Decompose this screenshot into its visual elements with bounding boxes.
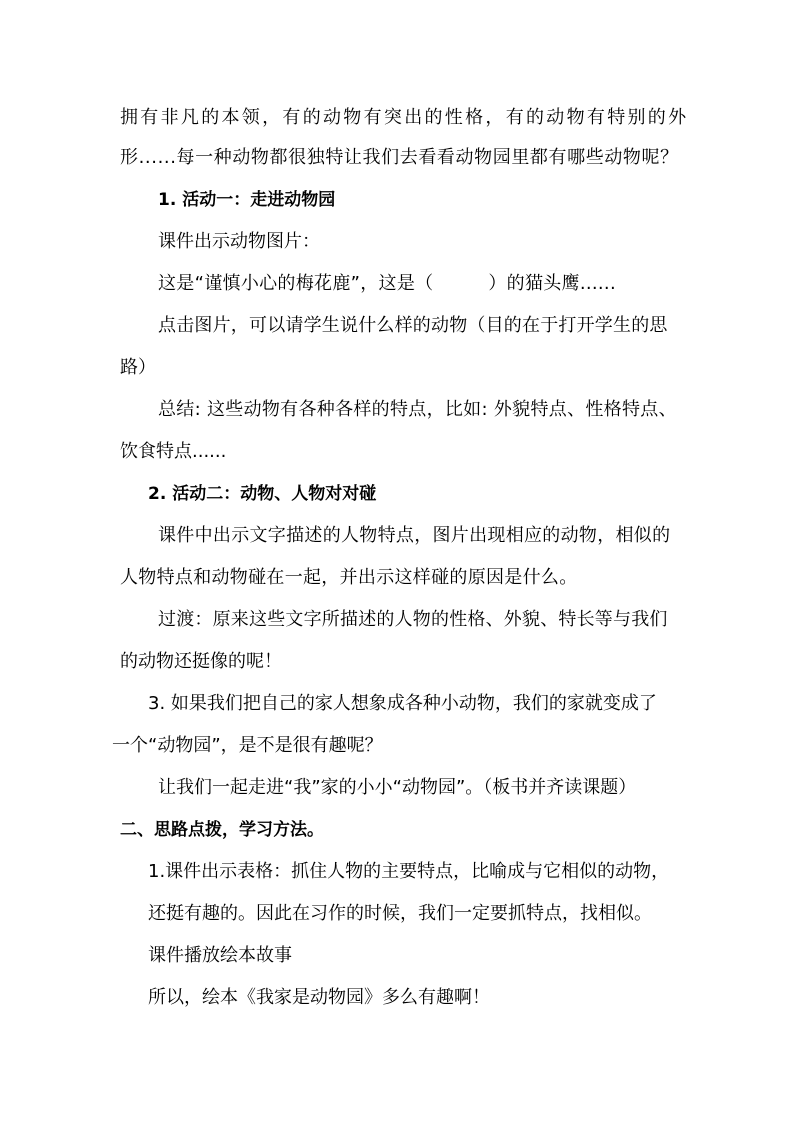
section-heading-activity-2: 2. 活动二：动物、人物对对碰 — [148, 484, 377, 504]
paragraph-line: 课件出示动物图片： — [158, 231, 320, 252]
paragraph-line: 总结: 这些动物有各种各样的特点，比如: 外貌特点、性格特点、 — [158, 399, 677, 420]
paragraph-line: 这是“谨慎小心的梅花鹿”，这是（ ）的猫头鹰...... — [158, 273, 616, 294]
paragraph-line: 形......每一种动物都很独特让我们去看看动物园里都有哪些动物呢？ — [120, 147, 679, 168]
paragraph-line: 路） — [120, 357, 156, 378]
paragraph-line: 饮食特点...... — [120, 441, 227, 462]
paragraph-line: 拥有非凡的本领，有的动物有突出的性格，有的动物有特别的外 — [120, 107, 689, 128]
paragraph-line: 1.课件出示表格：抓住人物的主要特点，比喻成与它相似的动物， — [148, 861, 670, 882]
paragraph-line: 3. 如果我们把自己的家人想象成各种小动物，我们的家就变成了 — [148, 693, 657, 714]
paragraph-line: 人物特点和动物碰在一起，并出示这样碰的原因是什么。 — [120, 567, 578, 588]
paragraph-line: 课件播放绘本故事 — [148, 945, 292, 966]
paragraph-line: 让我们一起走进“我”家的小小“动物园”。（板书并齐读课题） — [158, 777, 637, 798]
paragraph-line: 过渡：原来这些文字所描述的人物的性格、外貌、特长等与我们 — [158, 609, 668, 630]
section-heading-activity-1: 1. 活动一：走进动物园 — [158, 190, 336, 210]
paragraph-line: 点击图片，可以请学生说什么样的动物（目的在于打开学生的思 — [158, 315, 668, 336]
paragraph-line: 所以，绘本《我家是动物园》多么有趣啊！ — [148, 987, 490, 1008]
paragraph-line: 的动物还挺像的呢！ — [120, 651, 282, 672]
section-heading-two: 二、思路点拨，学习方法。 — [120, 820, 324, 840]
paragraph-line: 课件中出示文字描述的人物特点，图片出现相应的动物，相似的 — [158, 525, 671, 546]
paragraph-line: 一个“动物园”，是不是很有趣呢？ — [112, 735, 383, 756]
paragraph-line: 还挺有趣的。因此在习作的时候，我们一定要抓特点，找相似。 — [148, 903, 652, 924]
